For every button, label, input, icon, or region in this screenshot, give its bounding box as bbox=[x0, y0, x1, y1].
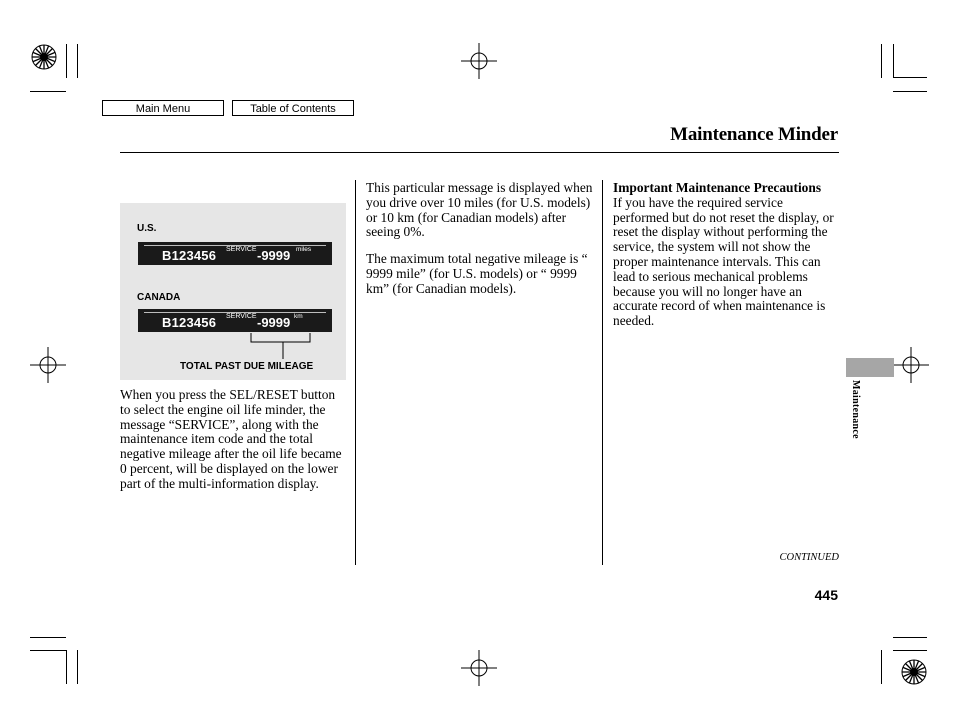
body-paragraph: The maximum total negative mileage is “ 9999 mile” (for U.S. models) or “ 9999 km” (for Canadian models). bbox=[366, 251, 588, 296]
registration-mark-icon bbox=[461, 650, 497, 686]
callout-label: TOTAL PAST DUE MILEAGE bbox=[180, 361, 314, 372]
display-illustration bbox=[120, 203, 346, 380]
us-label: U.S. bbox=[137, 223, 157, 234]
title-divider bbox=[120, 152, 839, 153]
registration-mark-icon bbox=[893, 347, 929, 383]
negative-mileage: -9999 bbox=[257, 315, 291, 330]
column-3 bbox=[613, 181, 839, 341]
us-display bbox=[138, 242, 332, 265]
continued-label: CONTINUED bbox=[779, 552, 839, 563]
callout-bracket bbox=[250, 333, 312, 361]
body-paragraph: When you press the SEL/RESET button to select the engine oil life minder, the message “SERVICE”, along with the maintenance item code and the total negative mileage after the oil life became 0 percent, will be displayed on the lower part of the multi-information display. bbox=[120, 387, 342, 491]
canada-display bbox=[138, 309, 332, 332]
canada-label: CANADA bbox=[137, 292, 181, 303]
starburst-mark-icon bbox=[31, 44, 57, 70]
page-title: Maintenance Minder bbox=[670, 124, 838, 145]
unit-km: km bbox=[294, 313, 303, 320]
service-word: SERVICE bbox=[226, 313, 257, 320]
unit-miles: miles bbox=[296, 246, 312, 253]
registration-mark-icon bbox=[30, 347, 66, 383]
column-divider bbox=[602, 180, 603, 565]
body-paragraph: This particular message is displayed when you drive over 10 miles (for U.S. models) or 10 km (for Canadian models) after seeing 0%. bbox=[366, 180, 593, 240]
column-1 bbox=[120, 388, 346, 504]
page-number: 445 bbox=[814, 587, 838, 603]
column-2 bbox=[366, 181, 594, 309]
starburst-mark-icon bbox=[901, 659, 927, 685]
main-menu-button[interactable]: Main Menu bbox=[102, 100, 224, 116]
table-of-contents-button[interactable]: Table of Contents bbox=[232, 100, 354, 116]
negative-mileage: -9999 bbox=[257, 248, 291, 263]
registration-mark-icon bbox=[461, 43, 497, 79]
maintenance-code: B123456 bbox=[162, 248, 217, 263]
maintenance-code: B123456 bbox=[162, 315, 217, 330]
body-paragraph: If you have the required service performed but do not reset the display, or reset the display without performing the service, the system will not show the proper maintenance intervals. This can lead to serious mechanical problems because you will no longer have an accurate record of when maintenance is needed. bbox=[613, 194, 834, 329]
service-word: SERVICE bbox=[226, 246, 257, 253]
section-label: Maintenance bbox=[850, 380, 861, 439]
section-tab[interactable] bbox=[846, 358, 894, 377]
section-heading: Important Maintenance Precautions bbox=[613, 180, 822, 195]
column-divider bbox=[355, 180, 356, 565]
